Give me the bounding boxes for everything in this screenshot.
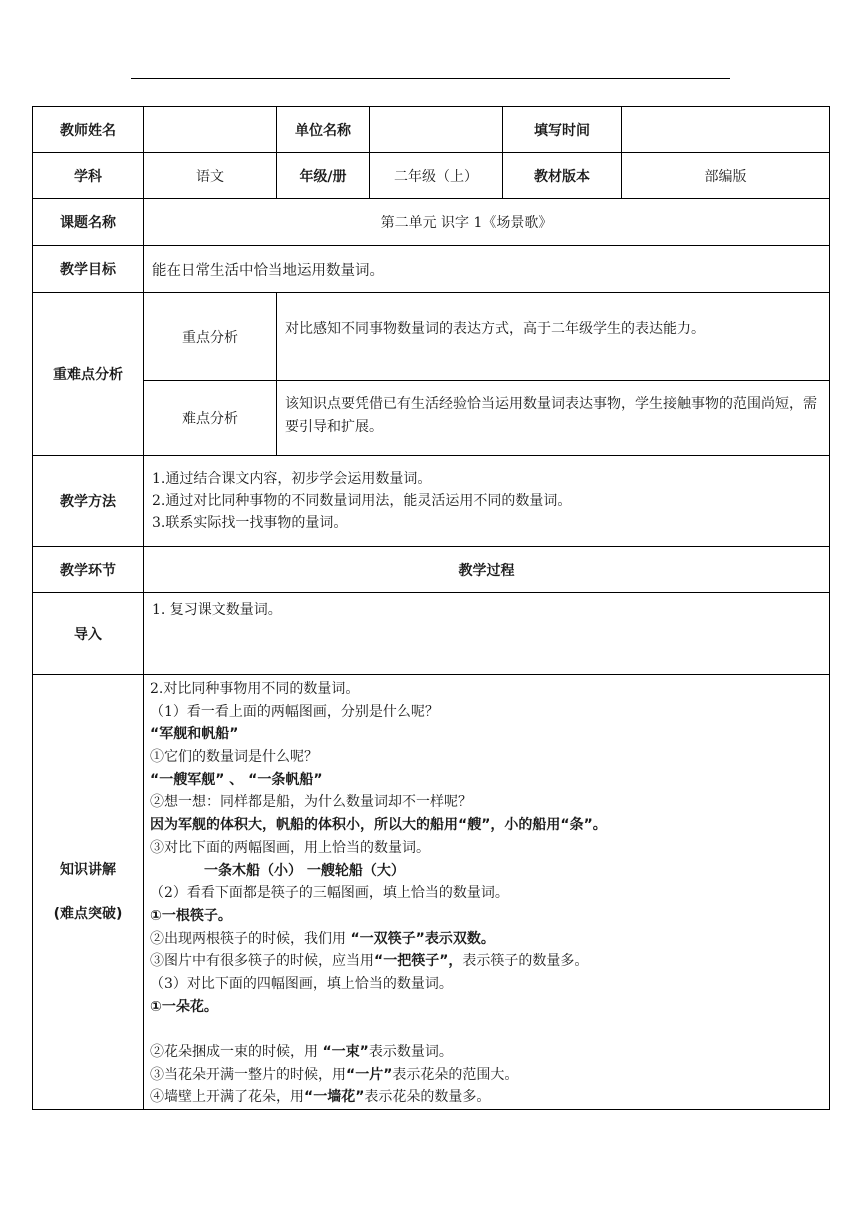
knowledge-line: （3）对比下面的四幅图画，填上恰当的数量词。 [150,975,453,992]
knowledge-line: ①它们的数量词是什么呢？ [150,749,318,766]
knowledge-text: 表示花朵的范围大。 [392,1066,519,1083]
knowledge-text: ④墙壁上开满了花朵，用 [150,1089,304,1106]
process-step-label: 教学环节 [33,547,144,593]
knowledge-text: ②花朵捆成一束的时候，用 [150,1044,323,1060]
process-header-row [33,547,830,593]
lesson-plan-table [32,106,830,1110]
knowledge-bold: “一双筷子”表示双数。 [350,930,495,947]
knowledge-bold: “一把筷子”， [374,953,463,970]
key-point-row [33,293,830,381]
knowledge-line: （1）看一看上面的两幅图画，分别是什么呢？ [150,703,439,720]
knowledge-line [150,1041,825,1064]
subject-label: 学科 [33,153,144,199]
topic-label: 课题名称 [33,199,144,246]
knowledge-text: 表示花朵的数量多。 [364,1089,491,1106]
goal-row [33,246,830,293]
fill-time-value [622,107,830,153]
key-point-text: 对比感知不同事物数量词的表达方式，高于二年级学生的表达能力。 [277,293,830,381]
knowledge-bold: “一束” [322,1044,369,1060]
topic-value: 第二单元 识字 1《场景歌》 [144,199,830,246]
knowledge-content [144,675,830,1110]
knowledge-bold: “一墙花” [304,1089,365,1106]
knowledge-label-sub: (难点突破) [53,906,123,923]
knowledge-line: ①一朵花。 [150,998,218,1015]
knowledge-line: “一艘军舰” 、 “一条帆船” [150,771,323,788]
intro-text: 1. 复习课文数量词。 [144,593,830,675]
edition-value: 部编版 [622,153,830,199]
knowledge-line: 一条木船（小） 一艘轮船（大） [204,862,405,879]
hard-point-text: 该知识点要凭借已有生活经验恰当运用数量词表达事物，学生接触事物的范围尚短，需要引导和扩展。 [277,381,830,456]
top-rule [131,78,730,79]
key-point-label: 重点分析 [144,293,277,381]
knowledge-line: ②想一想：同样都是船，为什么数量词却不一样呢？ [150,794,472,811]
grade-value: 二年级（上） [370,153,503,199]
method-item: 3.联系实际找一找事物的量词。 [152,515,348,531]
hard-point-row [33,381,830,456]
process-label: 教学过程 [144,547,830,593]
knowledge-text: ②出现两根筷子的时候，我们用 [150,930,351,947]
knowledge-label [33,675,144,1110]
subject-value: 语文 [144,153,277,199]
method-item: 2.通过对比同种事物的不同数量词用法，能灵活运用不同的数量词。 [152,493,572,509]
intro-label: 导入 [33,593,144,675]
knowledge-line: 因为军舰的体积大，帆船的体积小，所以大的船用“艘”，小的船用“条”。 [150,817,607,834]
knowledge-line: 2.对比同种事物用不同的数量词。 [150,681,360,697]
teacher-name-value [144,107,277,153]
unit-name-label: 单位名称 [277,107,370,153]
edition-label: 教材版本 [503,153,622,199]
topic-row [33,199,830,246]
hard-point-label: 难点分析 [144,381,277,456]
knowledge-text: ③当花朵开满一整片的时候，用 [150,1066,346,1083]
knowledge-text: 表示筷子的数量多。 [462,953,589,970]
knowledge-line [150,928,825,951]
knowledge-bold: “一片” [346,1066,393,1083]
method-item: 1.通过结合课文内容，初步学会运用数量词。 [152,471,432,487]
fill-time-label: 填写时间 [503,107,622,153]
knowledge-label-main: 知识讲解 [60,862,116,879]
header-row [33,107,830,153]
goal-label: 教学目标 [33,246,144,293]
goal-value: 能在日常生活中恰当地运用数量词。 [144,246,830,293]
teacher-name-label: 教师姓名 [33,107,144,153]
method-list [144,456,830,547]
knowledge-line: ①一根筷子。 [150,907,232,924]
grade-label: 年级/册 [277,153,370,199]
knowledge-line [150,950,825,973]
method-label: 教学方法 [33,456,144,547]
knowledge-blank-line [150,1018,825,1041]
intro-row [33,593,830,675]
knowledge-line [150,1064,825,1087]
knowledge-row [33,675,830,1110]
knowledge-text: ③图片中有很多筷子的时候，应当用 [150,953,374,970]
analysis-label: 重难点分析 [33,293,144,456]
knowledge-line: （2）看看下面都是筷子的三幅图画，填上恰当的数量词。 [150,885,509,902]
knowledge-line: “军舰和帆船” [150,726,239,743]
knowledge-line: ③对比下面的两幅图画，用上恰当的数量词。 [150,839,430,856]
info-row [33,153,830,199]
unit-name-value [370,107,503,153]
knowledge-line [150,1086,825,1109]
method-row [33,456,830,547]
knowledge-text: 表示数量词。 [368,1044,453,1060]
